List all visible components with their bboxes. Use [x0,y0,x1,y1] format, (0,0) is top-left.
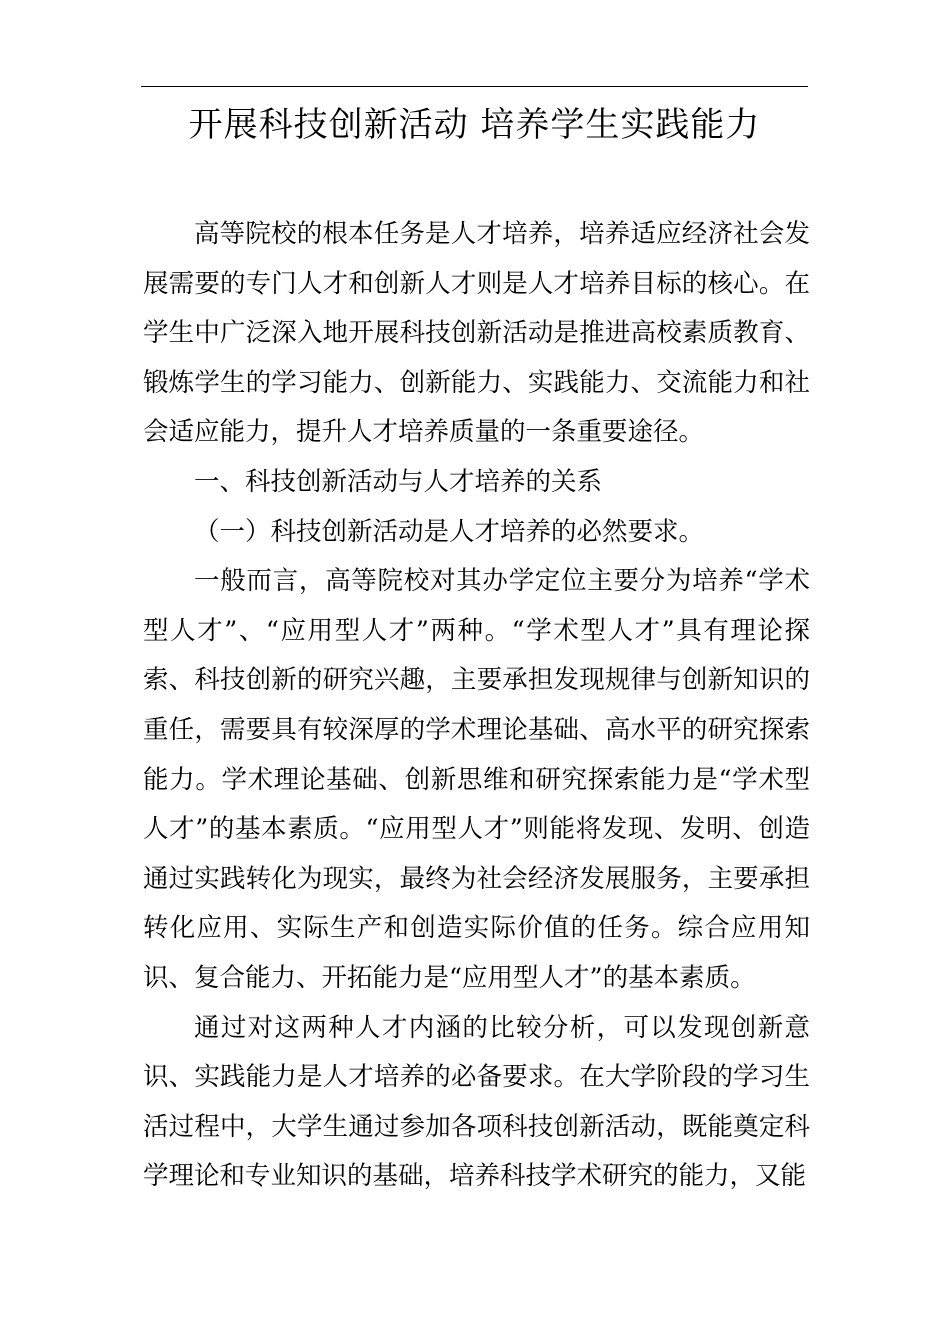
section-heading: 一、科技创新活动与人才培养的关系 [194,466,603,497]
document-title: 开展科技创新活动 培养学生实践能力 [188,105,761,145]
header-rule [141,86,808,87]
paragraph-comparison: 通过对这两种人才内涵的比较分析，可以发现创新意识、实践能力是人才培养的必备要求。在大学阶段的学习生活过程中，大学生通过参加各项科技创新活动，既能奠定科学理论和专业知识的基础，培养科技学术研究的能力，又能 [143,1012,810,1192]
document-body [143,210,810,1202]
paragraph-talent-types: 一般而言，高等院校对其办学定位主要分为培养“学术型人才”、“应用型人才”两种。“学术型人才”具有理论探索、科技创新的研究兴趣，主要承担发现规律与创新知识的重任，需要具有较深厚的学术理论基础、高水平的研究探索能力。学术理论基础、创新思维和研究探索能力是“学术型人才”的基本素质。“应用型人才”则能将发现、发明、创造通过实践转化为现实，最终为社会经济发展服务，主要承担转化应用、实际生产和创造实际价值的任务。综合应用知识、复合能力、开拓能力是“应用型人才”的基本素质。 [143,566,810,993]
paragraph-intro: 高等院校的根本任务是人才培养，培养适应经济社会发展需要的专门人才和创新人才则是人才培养目标的核心。在学生中广泛深入地开展科技创新活动是推进高校素质教育、锻炼学生的学习能力、创新能力、实践能力、交流能力和社会适应能力，提升人才培养质量的一条重要途径。 [143,219,810,448]
subsection-heading: （一）科技创新活动是人才培养的必然要求。 [194,516,705,547]
